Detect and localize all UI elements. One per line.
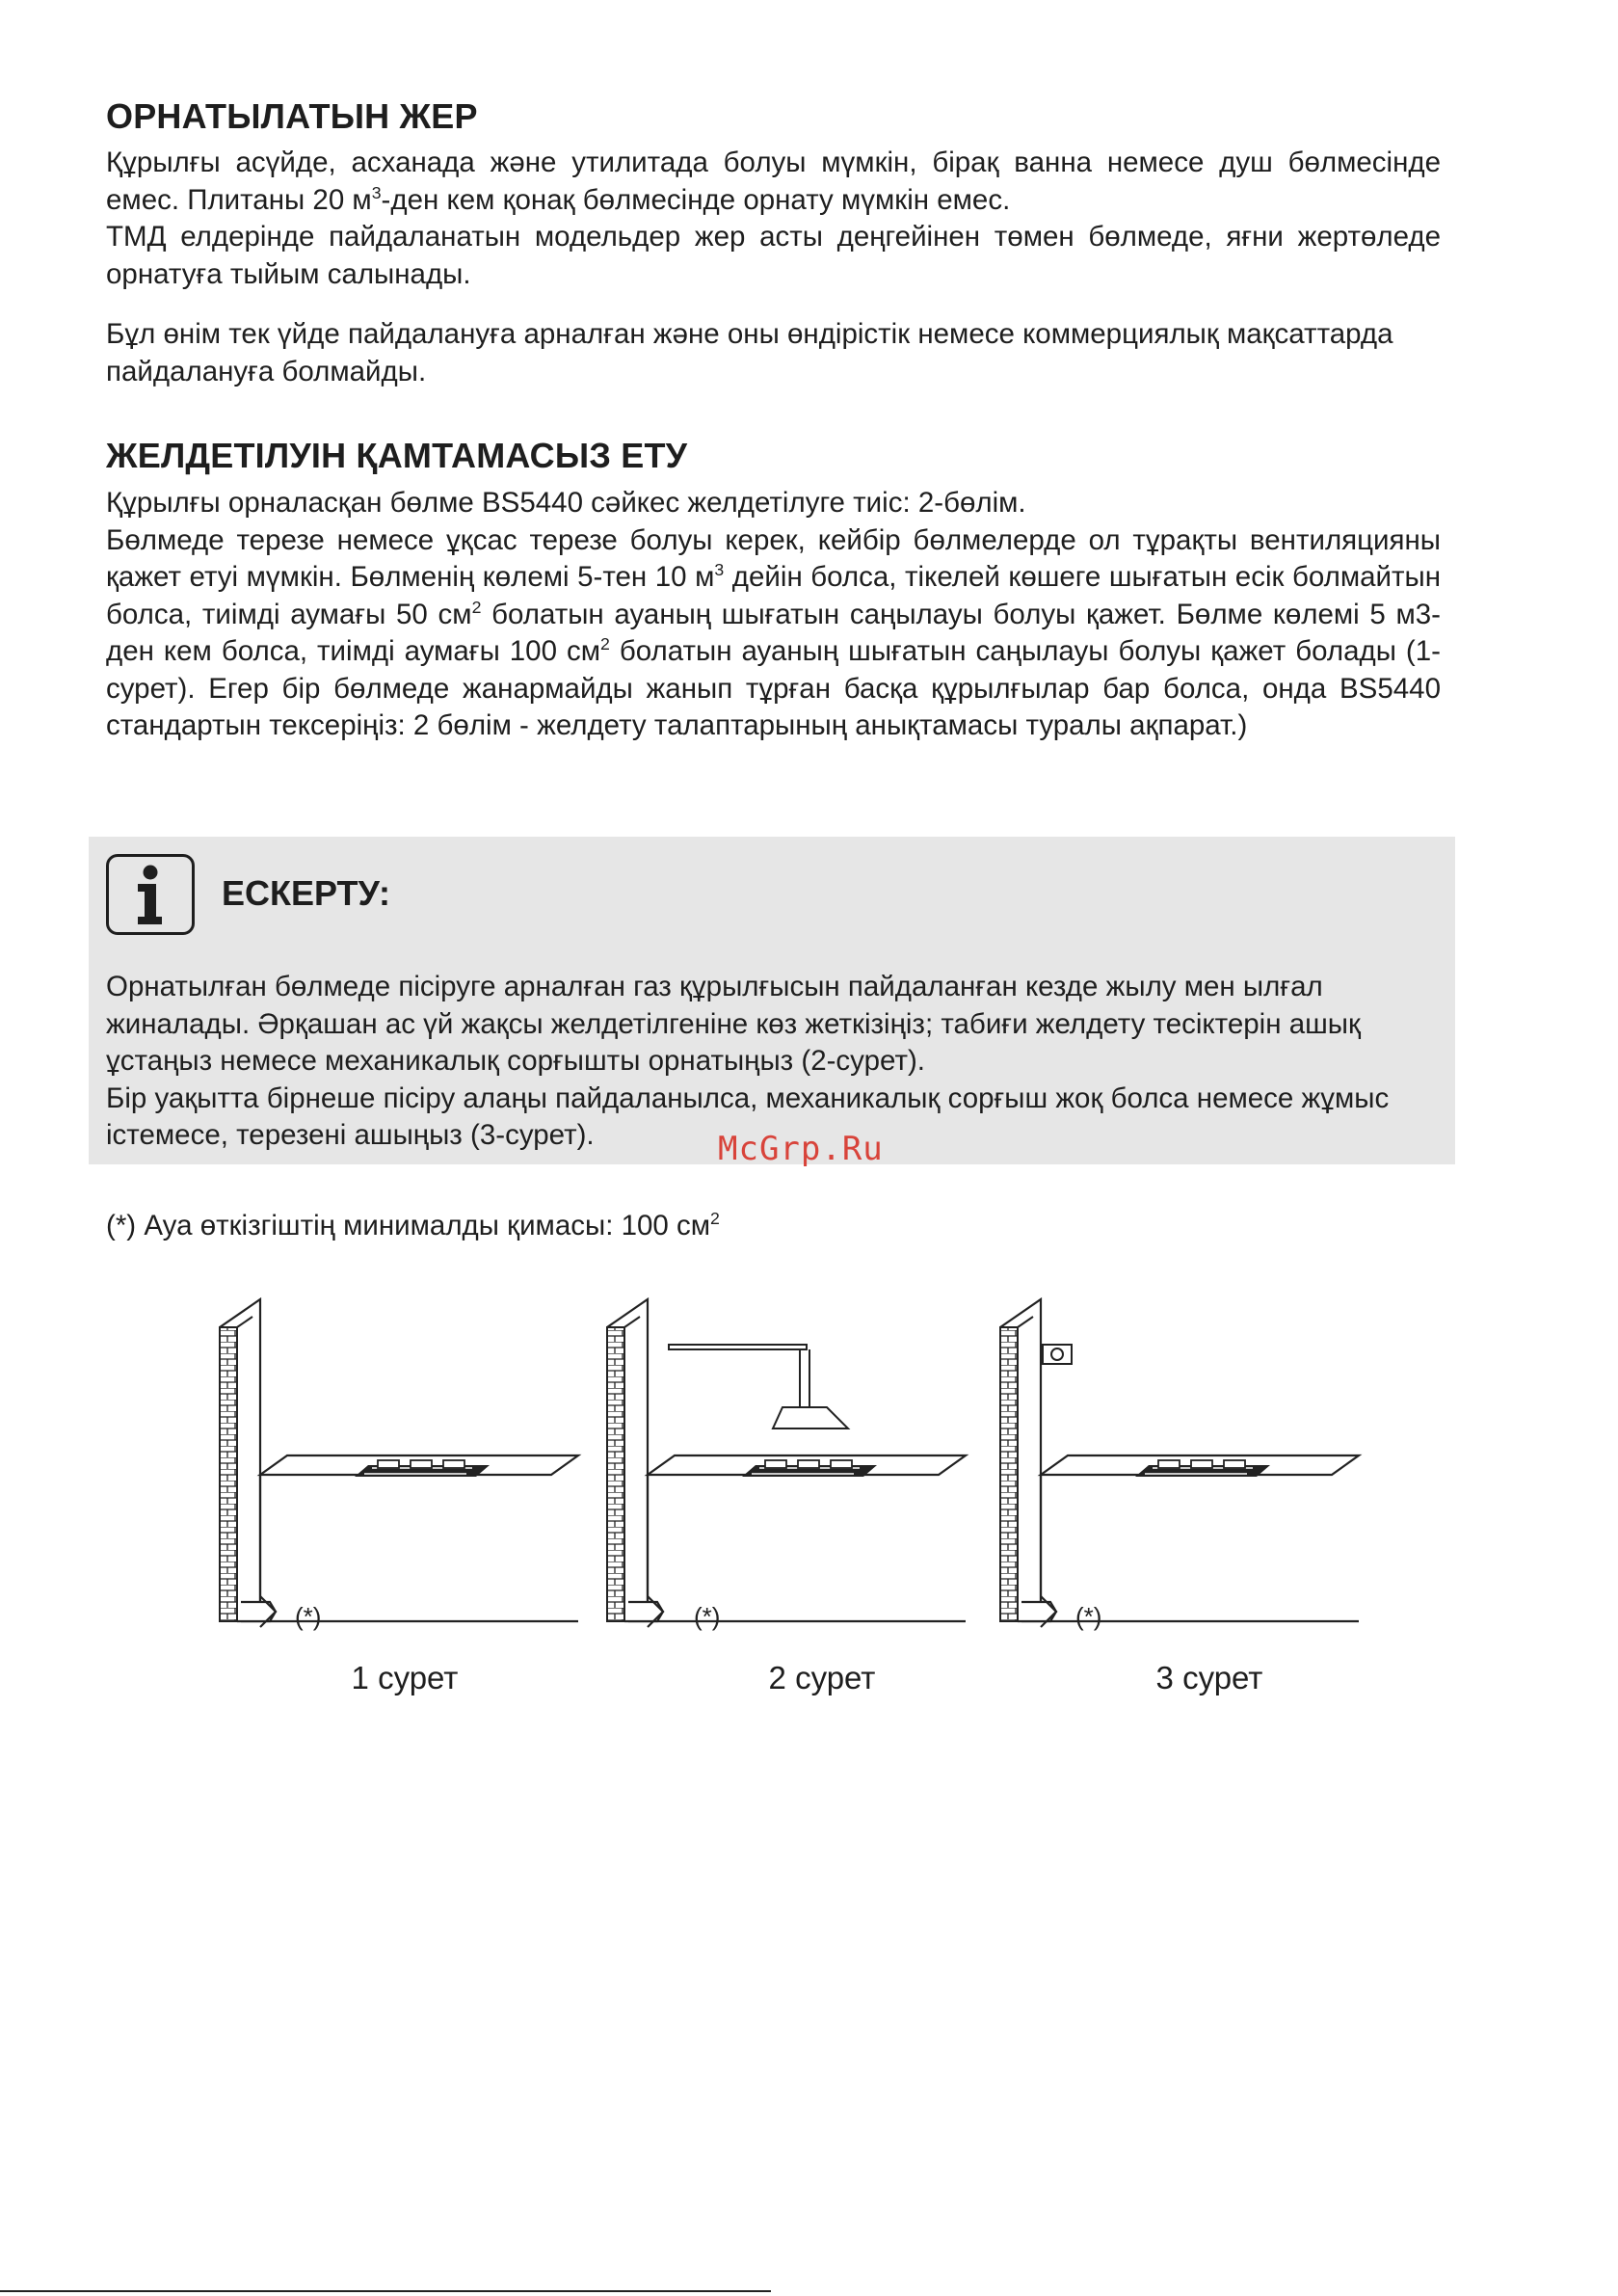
- vent-label-1: (*): [295, 1602, 322, 1631]
- ventilation-paragraph: [106, 485, 1441, 745]
- ventilation-text-2: Бөлмеде терезе немесе ұқсас терезе болуы керек, кейбір бөлмелерде ол тұрақты вентиляцияны қажет етуі мүмкін. Бөлменің көлемі 5-тен 10 $м^3$ дейін болса, тікелей көшеге шығатын есік болмайтын болса, тиімді аумағы 50 $см^2$ болатын ауаның шығатын саңылауы болуы қажет. Бөлме көлемі 5 м3-ден кем болса, тиімді аумағы 100 $см^2$ болатын ауаның шығатын саңылауы болуы қажет болады (1-сурет). Егер бір бөлмеде жанармайды жанып тұрған басқа құрылғылар бар болса, онда BS5440 стандартын тексеріңіз: 2 бөлім - желдету талаптарының анықтамасы туралы ақпарат.): [106, 523, 1441, 741]
- figure-1: [220, 1299, 578, 1631]
- warning-text-2: Бір уақытта бірнеше пісіру алаңы пайдаланылса, механикалық сорғыш жоқ болса немесе жұмыс істемесе, терезені ашыңыз (3-сурет).: [106, 1081, 1390, 1151]
- domestic-use-text: Бұл өнім тек үйде пайдалануға арналған және оны өндірістік немесе коммерциялық мақсаттарда пайдалануға болмайды.: [106, 318, 1393, 387]
- footnote: (*) Ауа өткізгіштің минималды қимасы: 100 $см^2$: [106, 1209, 720, 1241]
- vent-label-2: (*): [694, 1602, 721, 1631]
- info-glyph: [109, 857, 192, 932]
- caption-figure-3: 3 сурет: [1155, 1660, 1263, 1695]
- ventilation-figures: [0, 1272, 1618, 1716]
- figure-2: [607, 1299, 966, 1631]
- ventilation-text-1: Құрылғы орналасқан бөлме BS5440 сәйкес желдетілуге тиіс: 2-бөлім.: [106, 487, 1026, 519]
- domestic-use-paragraph: [106, 316, 1441, 390]
- warning-text: [106, 969, 1441, 1155]
- installation-paragraph: [106, 145, 1441, 293]
- figure-3: [1000, 1299, 1359, 1631]
- info-icon: [106, 854, 195, 935]
- installation-text-2: ТМД елдерінде пайдаланатын модельдер жер асты деңгейінен төмен бөлмеде, яғни жертөледе орнатуға тыйым салынады.: [106, 221, 1441, 290]
- caption-figure-2: 2 сурет: [768, 1660, 876, 1695]
- warning-text-1: Орнатылған бөлмеде пісіруге арналған газ құрылғысын пайдаланған кезде жылу мен ылғал жиналады. Әрқашан ас үй жақсы желдетілгеніне көз жеткізіңіз; табиғи желдету тесіктерін ашық ұстаңыз немесе механикалық сорғышты орнатыңыз (2-сурет).: [106, 971, 1361, 1077]
- warning-title: ЕСКЕРТУ:: [222, 873, 391, 913]
- vent-label-3: (*): [1075, 1602, 1102, 1631]
- installation-text-1: Құрылғы асүйде, асханада және утилитада болуы мүмкін, бірақ ванна немесе душ бөлмесінде емес. Плитаны 20 $м^3$-ден кем қонақ бөлмесінде орнату мүмкін емес.: [106, 147, 1441, 216]
- section-title-ventilation: ЖЕЛДЕТІЛУІН ҚАМТАМАСЫЗ ЕТУ: [106, 436, 688, 475]
- caption-figure-1: 1 сурет: [351, 1660, 459, 1695]
- bottom-rule: [0, 2290, 771, 2292]
- watermark-text: McGrp.Ru: [718, 1130, 884, 1168]
- section-title-installation-location: ОРНАТЫЛАТЫН ЖЕР: [106, 96, 478, 136]
